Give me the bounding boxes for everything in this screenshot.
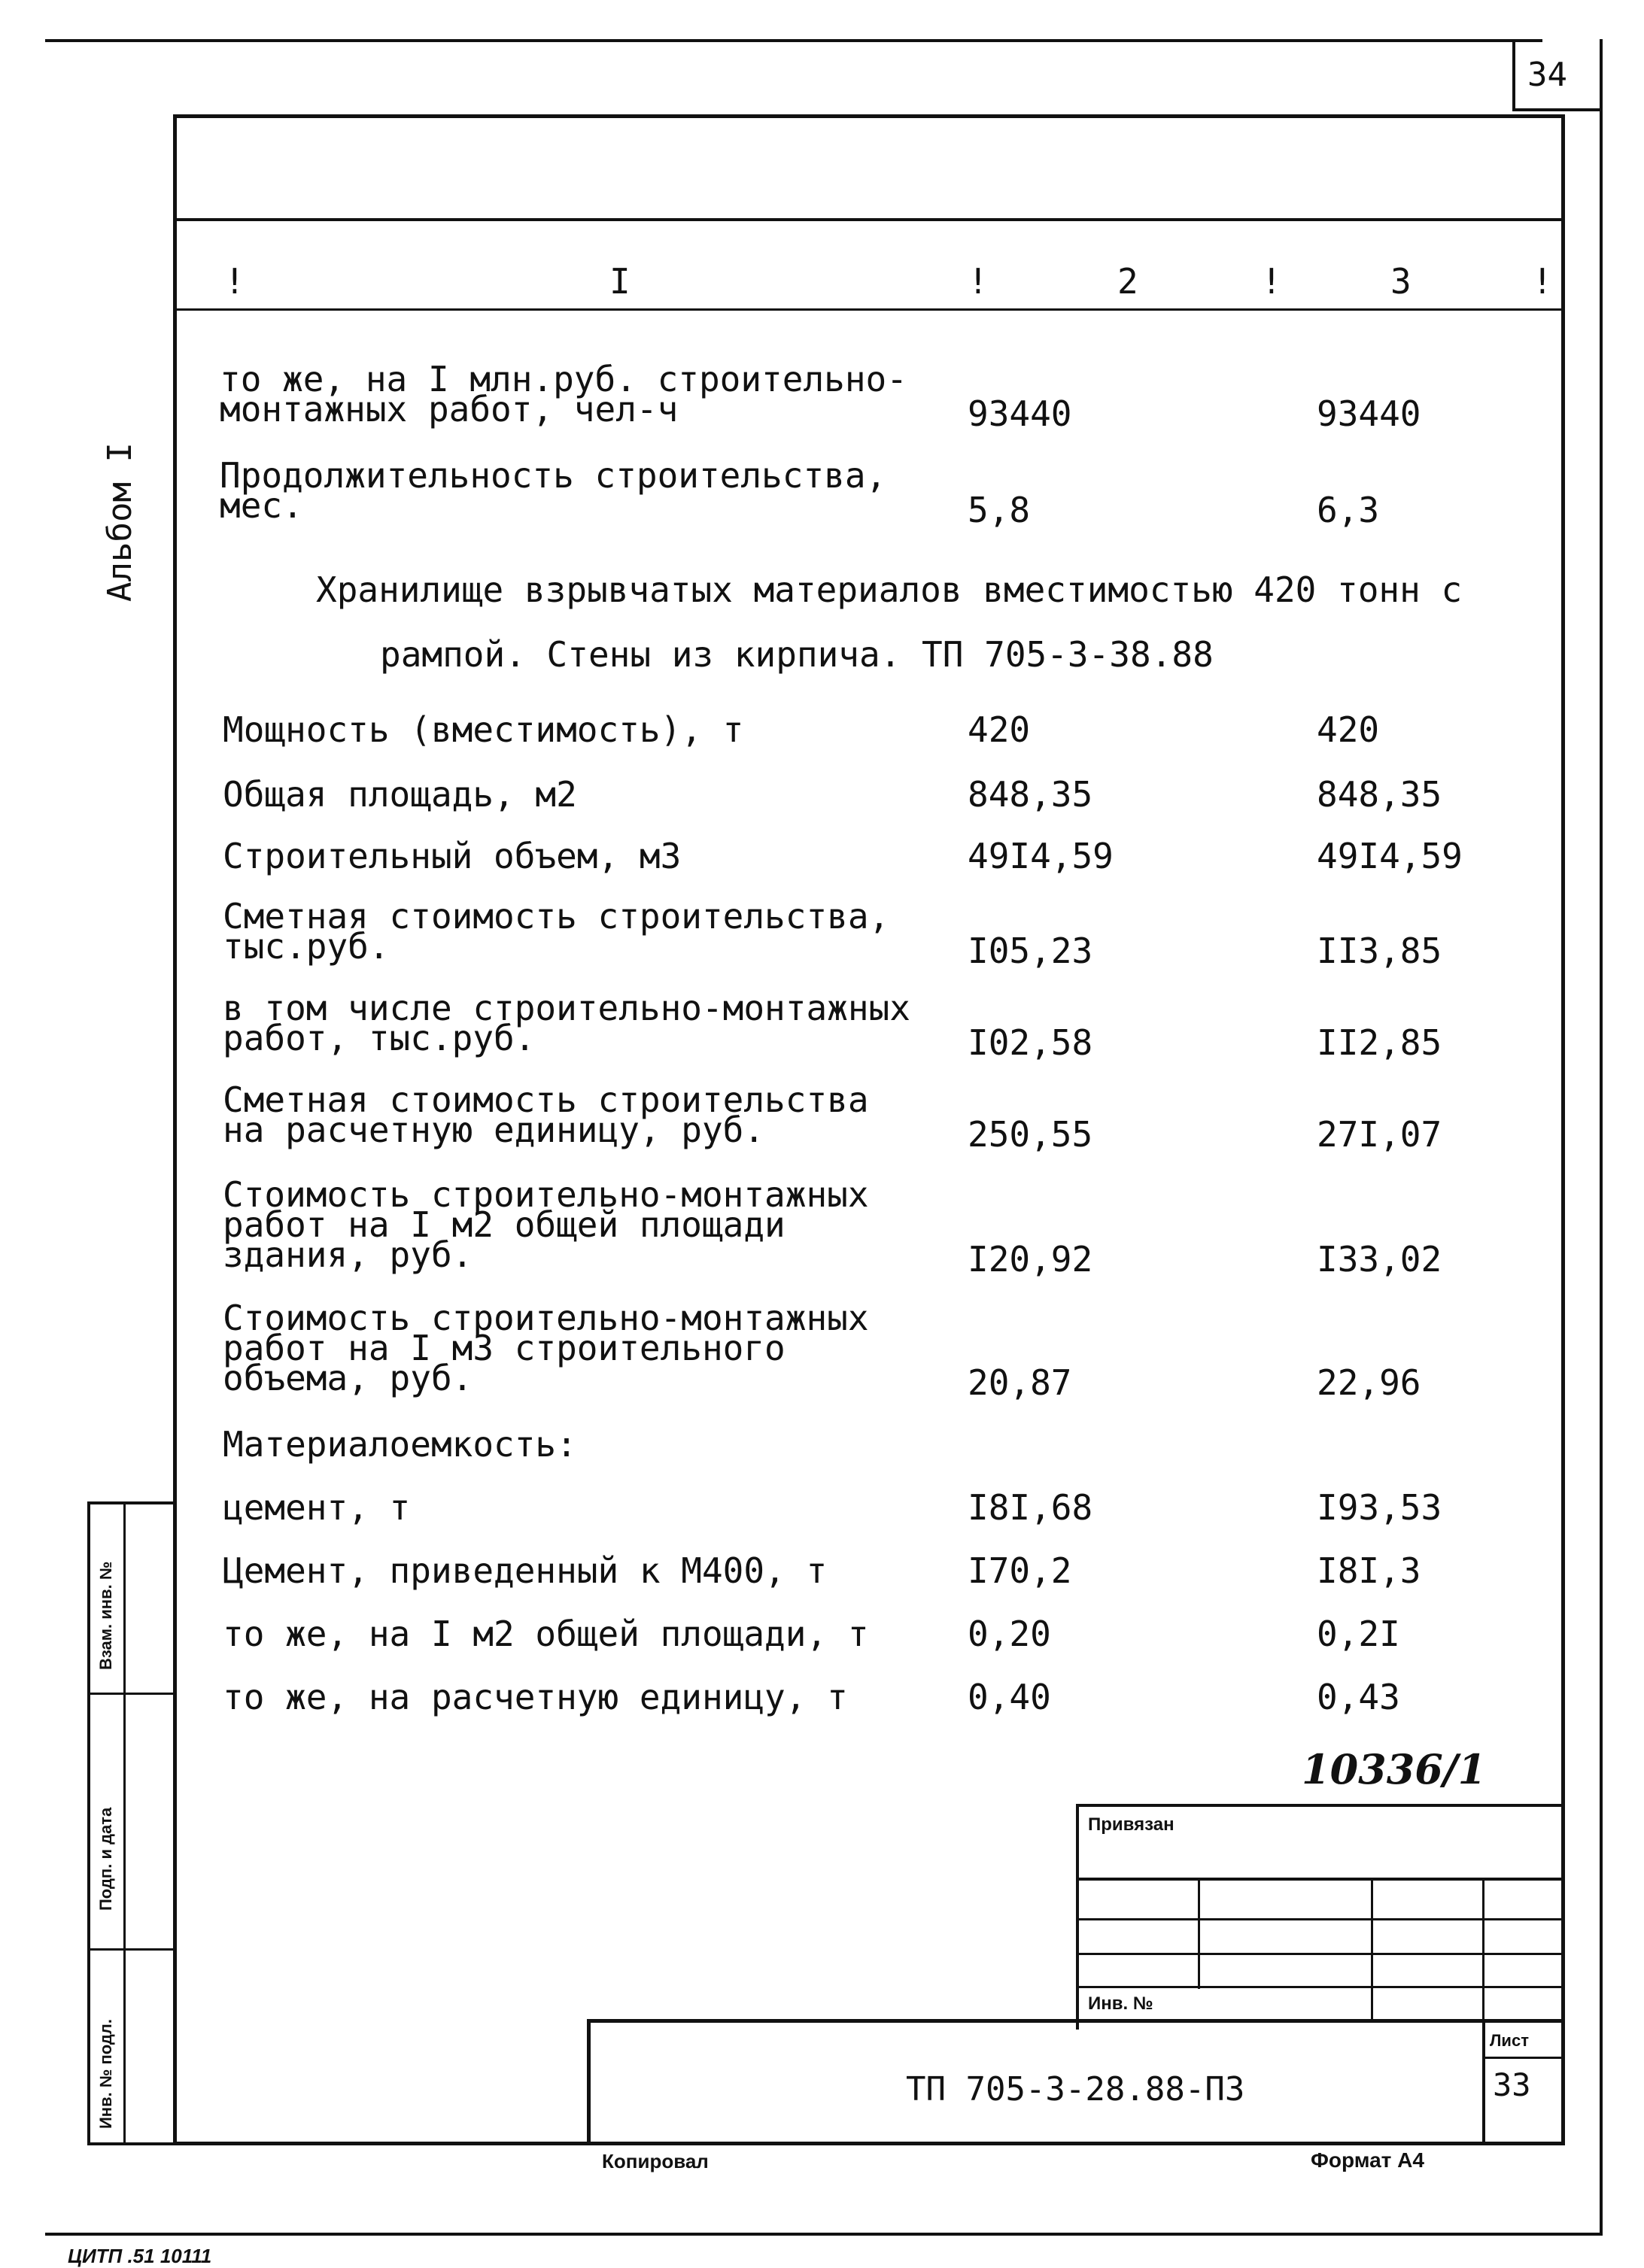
row-value-2: 93440 bbox=[968, 393, 1072, 434]
side-podp-data: Подп. и дата bbox=[96, 1807, 115, 1911]
row-value-2: I8I,68 bbox=[968, 1487, 1093, 1528]
stamp-privyazan: Привязан bbox=[1088, 1814, 1175, 1835]
row-value-3: 0,2I bbox=[1317, 1614, 1400, 1654]
row-label: то же, на I м2 общей площади, т bbox=[223, 1614, 869, 1654]
col-header-3: 3 bbox=[1390, 261, 1412, 302]
stamp-line bbox=[1076, 1918, 1565, 1920]
row-value-2: 250,55 bbox=[968, 1114, 1093, 1155]
row-value-3: 848,35 bbox=[1317, 774, 1442, 815]
side-stamp-vline bbox=[123, 1501, 126, 2145]
row-value-3: I93,53 bbox=[1317, 1487, 1442, 1528]
side-inv-podl: Инв. № подл. bbox=[96, 2019, 115, 2129]
row-label: в том числе строительно-монтажных работ, тыс.руб. bbox=[223, 988, 910, 1058]
handwritten-number: 10336/1 bbox=[1302, 1745, 1487, 1793]
row-value-3: 6,3 bbox=[1317, 490, 1380, 530]
footer-format: Формат А4 bbox=[1311, 2148, 1424, 2172]
stamp-vline bbox=[1198, 1878, 1200, 1989]
title-block-vline bbox=[1482, 2019, 1485, 2145]
document-code: ТП 705-3-28.88-ПЗ bbox=[906, 2070, 1245, 2109]
column-header-divider bbox=[173, 308, 1565, 311]
side-stamp-hline bbox=[87, 1693, 176, 1695]
row-value-3: II3,85 bbox=[1317, 931, 1442, 971]
stamp-inv-no: Инв. № bbox=[1088, 1993, 1153, 2014]
section-title-line-1: Хранилище взрывчатых материалов вместимостью 420 тонн с bbox=[316, 569, 1463, 610]
page-number: 34 bbox=[1527, 56, 1567, 94]
row-value-3: II2,85 bbox=[1317, 1022, 1442, 1063]
stamp-line bbox=[1076, 1878, 1565, 1881]
row-value-3: I33,02 bbox=[1317, 1239, 1442, 1280]
top-rule bbox=[45, 39, 1542, 42]
row-label: то же, на расчетную единицу, т bbox=[223, 1677, 848, 1717]
row-value-2: I70,2 bbox=[968, 1550, 1072, 1591]
row-value-2: 20,87 bbox=[968, 1362, 1072, 1403]
col-sep-2: ! bbox=[968, 261, 989, 302]
stamp-vline bbox=[1371, 1878, 1373, 2021]
side-vzam-inv: Взам. инв. № bbox=[96, 1561, 115, 1670]
col-header-1: I bbox=[609, 261, 631, 302]
row-label: Общая площадь, м2 bbox=[223, 774, 577, 815]
row-label: Сметная стоимость строительства, тыс.руб. bbox=[223, 896, 890, 967]
row-value-3: 27I,07 bbox=[1317, 1114, 1442, 1155]
row-value-2: 5,8 bbox=[968, 490, 1031, 530]
row-value-2: 848,35 bbox=[968, 774, 1093, 815]
footer-kopiroval: Копировал bbox=[602, 2150, 709, 2172]
col-sep-3: ! bbox=[1261, 261, 1282, 302]
row-label: Продолжительность строительства, мес. bbox=[220, 455, 887, 526]
section-title-line-2: рампой. Стены из кирпича. ТП 705-3-38.88 bbox=[380, 634, 1214, 675]
print-mark: ЦИТП .51 10111 bbox=[68, 2245, 212, 2267]
row-value-2: 420 bbox=[968, 709, 1031, 750]
row-label: Материалоемкость: bbox=[223, 1424, 577, 1465]
row-label: Сметная стоимость строительства на расчетную единицу, руб. bbox=[223, 1079, 869, 1150]
row-value-2: I02,58 bbox=[968, 1022, 1093, 1063]
row-value-3: 49I4,59 bbox=[1317, 836, 1463, 876]
row-label: то же, на I млн.руб. строительно- монтажных работ, чел-ч bbox=[220, 359, 907, 430]
stamp-line bbox=[1076, 1953, 1565, 1955]
album-label: Альбом I bbox=[101, 442, 139, 602]
bottom-rule bbox=[45, 2233, 1603, 2236]
row-label: Стоимость строительно-монтажных работ на I м2 общей площади здания, руб. bbox=[223, 1174, 869, 1275]
col-header-2: 2 bbox=[1117, 261, 1138, 302]
stamp-vline bbox=[1482, 1878, 1484, 2021]
row-value-2: 0,40 bbox=[968, 1677, 1051, 1717]
row-value-3: I8I,3 bbox=[1317, 1550, 1421, 1591]
row-label: цемент, т bbox=[223, 1487, 411, 1528]
row-value-2: I20,92 bbox=[968, 1239, 1093, 1280]
stamp-line bbox=[1076, 1986, 1565, 1988]
row-label: Стоимость строительно-монтажных работ на I м3 строительного объема, руб. bbox=[223, 1298, 869, 1398]
row-value-2: 49I4,59 bbox=[968, 836, 1114, 876]
list-label: Лист bbox=[1490, 2031, 1529, 2050]
header-divider bbox=[173, 218, 1565, 221]
side-stamp-hline bbox=[87, 1948, 176, 1951]
col-sep-4: ! bbox=[1532, 261, 1553, 302]
row-label: Мощность (вместимость), т bbox=[223, 709, 744, 750]
row-value-2: I05,23 bbox=[968, 931, 1093, 971]
row-value-3: 93440 bbox=[1317, 393, 1421, 434]
row-value-3: 22,96 bbox=[1317, 1362, 1421, 1403]
list-divider bbox=[1482, 2057, 1565, 2059]
list-value: 33 bbox=[1493, 2066, 1531, 2103]
row-label: Строительный объем, м3 bbox=[223, 836, 682, 876]
right-rule bbox=[1600, 39, 1603, 2236]
row-value-3: 0,43 bbox=[1317, 1677, 1400, 1717]
row-value-3: 420 bbox=[1317, 709, 1380, 750]
row-label: Цемент, приведенный к М400, т bbox=[223, 1550, 828, 1591]
col-sep-1: ! bbox=[224, 261, 245, 302]
row-value-2: 0,20 bbox=[968, 1614, 1051, 1654]
